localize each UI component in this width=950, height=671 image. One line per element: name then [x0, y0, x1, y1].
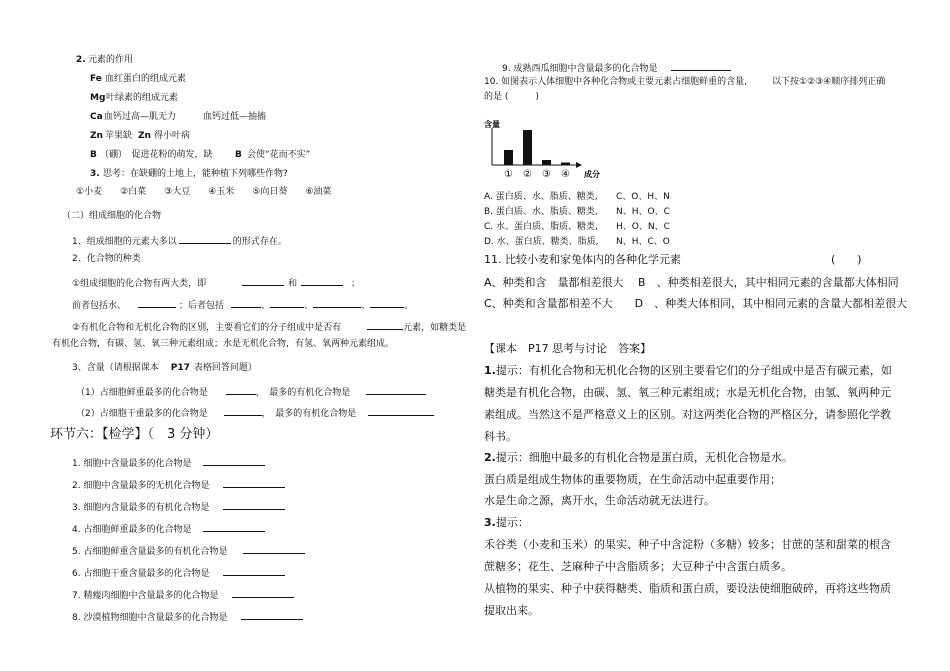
- answer-1-line-3: 素组成。当然这不是严格意义上的区别。对这两类化合物的严格区分，请参照化学教: [484, 408, 891, 421]
- check-blank-4[interactable]: [203, 522, 265, 532]
- q11-options-cd: C、种类和含量都相差不大 D 、种类大体相同，其中相同元素的含量大都相差很大: [484, 297, 908, 310]
- check-blank-1[interactable]: [203, 456, 265, 466]
- chart-tick-4: ④: [561, 169, 570, 180]
- q1-blank-2[interactable]: [366, 385, 426, 395]
- answer-2-line-3: 水是生命之源，离开水，生命活动就无法进行。: [484, 494, 715, 507]
- answer-1-line-2: 糖类是有机化合物，由碳、氢、氧三种元素组成；水是无机化合物，由氢、氧两种元: [484, 386, 891, 399]
- crop-list: ①小麦 ②白菜 ③大豆 ④玉米 ⑤向日葵 ⑥油菜: [76, 187, 332, 197]
- answer-3-line-4: 从植物的果实、种子中获得糖类、脂质和蛋白质，要设法使细胞破碎，再将这些物质: [484, 582, 891, 595]
- p2b-blank-2[interactable]: [231, 298, 261, 308]
- chart-bar-4: [561, 163, 570, 166]
- p2c-text: ②有机化合物和无机化合物的区别，主要看它们的分子组成中是否有 元素，如糖类是: [72, 320, 466, 333]
- check-blank-7[interactable]: [232, 588, 294, 598]
- s3-question: 思考：在缺硼的土地上，能种植下列哪些作物?: [103, 169, 288, 179]
- chart-bar-2: [523, 130, 532, 165]
- p2d-text: 有机化合物，有碳、氢、氧三种元素组成；水是无机化合物，有氢、氧两种元素组成。: [52, 339, 395, 349]
- content-bar-chart: [484, 114, 609, 182]
- q11-answer-paren: ( ): [831, 253, 862, 266]
- check-item-8: 8. 沙漠植物细胞中含量最多的化合物是: [72, 610, 303, 623]
- mg-symbol: Mg: [90, 93, 106, 103]
- answer-2-line-1: 2.提示：细胞中最多的有机化合物是蛋白质，无机化合物是水。: [484, 451, 793, 464]
- chart-bars: [504, 130, 570, 165]
- q2-blank-2[interactable]: [368, 406, 434, 416]
- b-text-2: 会使“花而不实”: [247, 150, 311, 160]
- check-blank-6[interactable]: [223, 566, 285, 576]
- answer-1-line-4: 科书。: [484, 430, 517, 443]
- p2b-blank-1[interactable]: [138, 298, 176, 308]
- q10-option-c: C. 水、蛋白质、脂质、糖类,: [484, 222, 598, 232]
- q9-blank[interactable]: [671, 61, 731, 71]
- mg-text: 叶绿素的组成元素: [106, 93, 179, 103]
- check-item-2: 2. 细胞中含量最多的无机化合物是: [72, 478, 285, 491]
- answer-heading: 【课本 P17 思考与讨论 答案】: [484, 342, 652, 355]
- check-item-4: 4. 占细胞鲜重最多的化合物是: [72, 522, 265, 535]
- q10-option-a: A. 蛋白质、水、脂质、糖类,: [484, 192, 598, 202]
- p2a-blank-2[interactable]: [301, 276, 343, 286]
- q10-text-3: 的是 ( ): [484, 92, 539, 102]
- p2b-text: 前者包括水、 ；后者包括 、 、 、 。: [72, 298, 413, 311]
- chart-x-arrow: [576, 162, 582, 168]
- check-item-3: 3. 细胞内含量最多的有机化合物是: [72, 500, 285, 513]
- q2-text: （2）占细胞干重最多的化合物是 ， 最多的有机化合物是: [76, 406, 434, 419]
- check-item-5: 5. 占细胞鲜重含量最多的有机化合物是: [72, 544, 305, 557]
- p2b-blank-5[interactable]: [370, 298, 404, 308]
- zn-symbol: Zn: [90, 131, 103, 141]
- chart-ticks: [504, 169, 570, 180]
- s2-title: 元素的作用: [88, 55, 134, 65]
- q10-text-2: 以下按①②③④顺序排列正确: [772, 77, 886, 87]
- ca-text-2: 血钙过低—抽搐: [203, 112, 267, 122]
- part2-heading: （二）组成细胞的化合物: [62, 211, 162, 221]
- zn-text: 苹果缺: [105, 131, 133, 141]
- p2-heading: 2、化合物的种类: [72, 254, 141, 264]
- check-item-1: 1. 细胞中含量最多的化合物是: [72, 456, 265, 469]
- answer-3-line-1: 3.提示：: [484, 516, 529, 529]
- answer-2-line-2: 蛋白质是组成生物体的重要物质，在生命活动中起重要作用；: [484, 473, 781, 486]
- p2c-blank[interactable]: [367, 320, 403, 330]
- chart-tick-2: ②: [523, 169, 532, 180]
- p2a-text: ①组成细胞的化合物有两大类，即 和 ；: [72, 276, 360, 289]
- answer-3-line-5: 提取出来。: [484, 604, 539, 617]
- q10-option-b: B. 蛋白质、水、脂质、糖类,: [484, 207, 598, 217]
- b-symbol-2: B: [235, 150, 242, 160]
- q9-text: 9. 成熟西瓜细胞中含量最多的化合物是: [502, 61, 731, 74]
- chart-tick-3: ③: [542, 169, 551, 180]
- q10-option-b-elements: N、H、O、C: [616, 207, 670, 217]
- q10-option-d: D. 水、蛋白质、糖类、脂质,: [484, 237, 599, 247]
- chart-xlabel: 成分: [584, 170, 600, 179]
- q11-text: 11. 比较小麦和家兔体内的各种化学元素: [484, 253, 681, 266]
- chart-bar-3: [542, 160, 551, 165]
- chart-tick-1: ①: [504, 169, 513, 180]
- s3-number: 3.: [90, 169, 100, 179]
- chart-ylabel: 含量: [484, 120, 500, 129]
- q1-blank-1[interactable]: [226, 385, 256, 395]
- q10-option-a-elements: C、O、H、N: [616, 192, 670, 202]
- answer-3-line-3: 蔗糖多；花生、芝麻种子中含脂质多；大豆种子中含蛋白质多。: [484, 560, 792, 573]
- q10-option-c-elements: H、O、N、C: [616, 222, 670, 232]
- check-blank-8[interactable]: [241, 610, 303, 620]
- check-item-7: 7. 精瘦肉细胞中含量最多的化合物是: [72, 588, 294, 601]
- zn-symbol-2: Zn: [138, 131, 151, 141]
- chart-bar-1: [504, 150, 513, 165]
- q2-blank-1[interactable]: [224, 406, 262, 416]
- p1-blank[interactable]: [179, 234, 231, 244]
- ca-symbol: Ca: [90, 112, 103, 122]
- answer-3-line-2: 禾谷类（小麦和玉米）的果实、种子中含淀粉（多糖）较多；甘蔗的茎和甜菜的根含: [484, 538, 891, 551]
- check-blank-5[interactable]: [243, 544, 305, 554]
- ca-text: 血钙过高—肌无力: [104, 112, 177, 122]
- answer-1-line-1: 1.提示：有机化合物和无机化合物的区别主要看它们的分子组成中是否有碳元素，如: [484, 364, 892, 377]
- fe-symbol: Fe: [90, 74, 102, 84]
- section-6-heading: 环节六：【检学】（ 3 分钟）: [50, 427, 219, 442]
- q10-text: 10. 如图表示人体细胞中各种化合物或主要元素占细胞鲜重的含量,: [484, 77, 748, 87]
- q1-text: （1）占细胞鲜重最多的化合物是 ， 最多的有机化合物是: [76, 385, 426, 398]
- q10-option-d-elements: N、H、C、O: [616, 237, 670, 247]
- fe-text: 血红蛋白的组成元素: [105, 74, 187, 84]
- p2a-blank-1[interactable]: [242, 276, 284, 286]
- p2b-blank-3[interactable]: [270, 298, 304, 308]
- check-blank-3[interactable]: [223, 500, 285, 510]
- b-text: （硼） 促进花粉的萌发，缺: [100, 150, 213, 160]
- b-symbol: B: [90, 150, 97, 160]
- check-item-6: 6. 占细胞干重含量最多的化合物是: [72, 566, 285, 579]
- zn-text-2: 得小叶病: [154, 131, 191, 141]
- q11-options-ab: A、种类和含 量都相差很大 B 、种类相差很大，其中相同元素的含量都大体相同: [484, 276, 899, 289]
- p2b-blank-4[interactable]: [313, 298, 361, 308]
- s2-number: 2.: [76, 55, 86, 65]
- p3-heading: 3、含量（请根据课本 P17 表格回答问题）: [72, 363, 257, 373]
- check-blank-2[interactable]: [223, 478, 285, 488]
- p1-text: 1、组成细胞的元素大多以 的形式存在。: [72, 234, 287, 247]
